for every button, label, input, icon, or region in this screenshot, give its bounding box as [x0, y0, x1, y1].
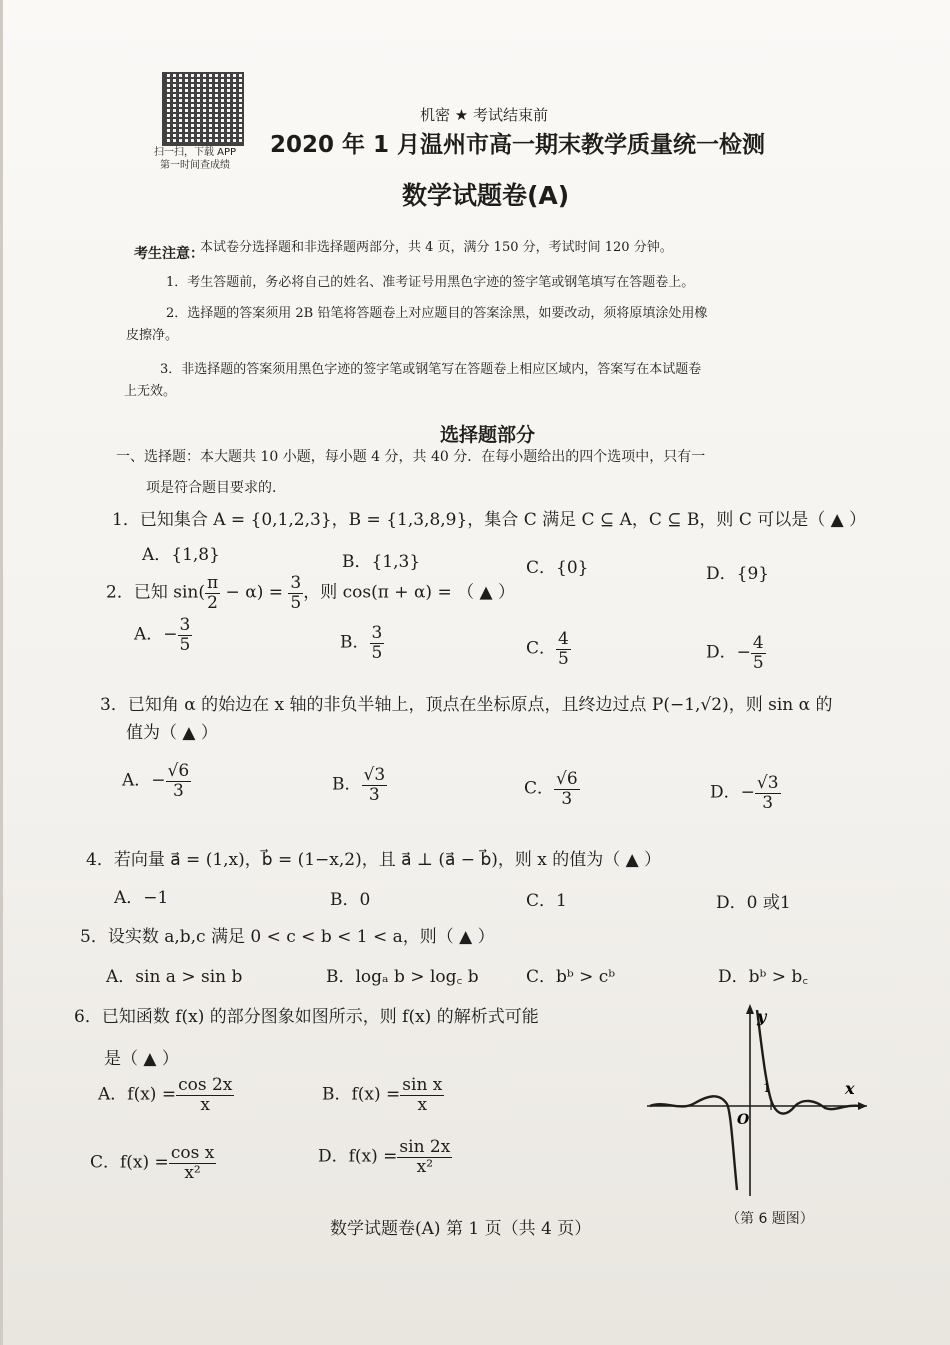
question-3-option-c — [524, 770, 580, 808]
frac-num: 3 — [371, 623, 383, 643]
opt-frac — [178, 616, 193, 654]
q2-frac-3-5 — [288, 574, 303, 612]
opt-frac — [755, 774, 781, 812]
question-2-option-c — [526, 630, 571, 668]
y-axis-label: y — [757, 1007, 767, 1026]
frac-num: sin x — [402, 1075, 443, 1095]
question-3-option-b — [332, 766, 387, 804]
curve-right-branch — [757, 1010, 860, 1114]
frac-den: 5 — [371, 642, 383, 663]
page-footer: 数学试题卷(A) 第 1 页（共 4 页） — [330, 1219, 592, 1239]
frac-num: 4 — [752, 633, 764, 653]
confidential-label: 机密 ★ 考试结束前 — [420, 106, 548, 124]
question-6-stem-cont: 是（ ▲ ） — [104, 1049, 179, 1069]
function-graph — [645, 1000, 870, 1200]
question-3-option-d — [710, 774, 781, 812]
question-6-stem: 6．已知函数 f(x) 的部分图象如图所示，则 f(x) 的解析式可能 — [74, 1007, 539, 1027]
frac-den: 5 — [179, 634, 191, 655]
y-axis-arrow-icon — [746, 1004, 754, 1014]
question-6-option-c — [90, 1144, 216, 1182]
opt-label: C． — [526, 638, 557, 659]
frac-den: x — [200, 1094, 211, 1115]
intro-text: 本试卷分选择题和非选择题两部分，共 4 页，满分 150 分，考试时间 120 分钟。 — [200, 240, 673, 255]
frac-num: √6 — [556, 769, 578, 789]
question-2-option-d — [706, 634, 766, 672]
question-2-stem — [106, 574, 515, 612]
opt-label: A．f(x) = — [98, 1084, 177, 1105]
opt-label: D．− — [706, 642, 751, 663]
x-axis-label: x — [845, 1079, 855, 1098]
opt-label: D．f(x) = — [318, 1146, 398, 1167]
q2-mid: − α) = — [220, 582, 289, 603]
opt-label: B． — [332, 774, 362, 795]
frac-num: √3 — [756, 773, 779, 793]
graph-caption: （第 6 题图） — [726, 1211, 814, 1227]
opt-frac — [400, 1076, 444, 1114]
opt-frac — [397, 1138, 452, 1176]
frac-den: x² — [416, 1156, 434, 1177]
notice-item-3: 3．非选择题的答案须用黑色字迹的签字笔或钢笔写在答题卷上相应区域内，答案写在本试题卷 — [160, 362, 702, 377]
notice-item-2: 2．选择题的答案须用 2B 铅笔将答题卷上对应题目的答案涂黑，如要改动，须将原填涂处用橡 — [166, 306, 708, 321]
frac-den: 3 — [561, 788, 573, 809]
question-5-option-d: D．bᵇ > b꜀ — [718, 967, 809, 987]
opt-label: C． — [524, 778, 555, 799]
section-title: 选择题部分 — [440, 424, 536, 446]
frac-den: 5 — [558, 648, 569, 669]
frac-den: 5 — [752, 652, 764, 673]
notice-item-3-cont: 上无效。 — [124, 384, 177, 399]
q2-frac-den: 2 — [207, 592, 218, 613]
opt-frac — [362, 766, 388, 804]
notice-heading: 考生注意： — [134, 246, 204, 262]
opt-label: D．− — [710, 782, 755, 803]
question-3-stem-cont: 值为（ ▲ ） — [126, 723, 218, 743]
question-5-option-b: B．logₐ b > log꜀ b — [326, 967, 479, 987]
q2-frac-den: 5 — [290, 592, 302, 613]
frac-num: √3 — [363, 765, 386, 785]
page-edge — [0, 0, 3, 1345]
question-2-option-b — [340, 624, 384, 662]
frac-num: √6 — [167, 761, 190, 781]
question-3-stem: 3．已知角 α 的始边在 x 轴的非负半轴上，顶点在坐标原点，且终边过点 P(−1,√2)，则 sin α 的 — [100, 695, 833, 715]
opt-frac — [556, 630, 571, 668]
question-1-option-a: A．{1,8} — [142, 545, 220, 565]
section-instructions-cont: 项是符合题目要求的． — [146, 480, 286, 496]
question-1-option-d: D．{9} — [706, 564, 770, 584]
frac-num: cos 2x — [178, 1075, 233, 1095]
tick-one-label: 1 — [763, 1081, 771, 1095]
exam-subtitle: 数学试题卷(A) — [402, 181, 570, 210]
qr-caption-line2: 第一时间查成绩 — [160, 160, 230, 171]
opt-label: B． — [340, 632, 370, 653]
question-5-stem: 5．设实数 a,b,c 满足 0 < c < b < 1 < a，则（ ▲ ） — [80, 927, 495, 947]
exam-title: 2020 年 1 月温州市高一期末教学质量统一检测 — [270, 132, 766, 158]
q2-frac-pi-2 — [205, 574, 220, 612]
question-4-option-a: A．−1 — [114, 888, 169, 908]
opt-label: B．f(x) = — [322, 1084, 401, 1105]
question-4-stem: 4．若向量 a⃗ = (1,x)，b⃗ = (1−x,2)，且 a⃗ ⊥ (a⃗ − b⃗)，则 x 的值为（ ▲ ） — [86, 850, 662, 870]
q2-frac-num: 3 — [290, 573, 302, 593]
question-1-stem: 1．已知集合 A = {0,1,2,3}，B = {1,3,8,9}，集合 C 满足 C ⊆ A，C ⊆ B，则 C 可以是（ ▲ ） — [112, 510, 867, 530]
qr-caption — [140, 146, 250, 172]
notice-item-2-cont: 皮擦净。 — [126, 328, 179, 343]
qr-caption-line1: 扫一扫，下载 APP — [153, 147, 237, 158]
curve-left-branch — [650, 1096, 737, 1190]
question-5-option-a: A．sin a > sin b — [106, 967, 243, 987]
question-1-option-b: B．{1,3} — [342, 552, 421, 572]
origin-label: O — [737, 1112, 750, 1128]
frac-num: 4 — [558, 629, 569, 649]
opt-frac — [370, 624, 385, 662]
q2-post: ，则 cos(π + α) = （ ▲ ） — [303, 582, 515, 603]
frac-den: 3 — [172, 780, 184, 801]
frac-num: cos x — [170, 1143, 215, 1163]
question-4-option-d: D．0 或1 — [716, 893, 791, 913]
opt-label: A．− — [134, 624, 178, 645]
frac-den: 3 — [368, 784, 380, 805]
question-6-option-b — [322, 1076, 444, 1114]
question-4-option-c: C．1 — [526, 891, 567, 911]
section-instructions: 一、选择题：本大题共 10 小题，每小题 4 分，共 40 分．在每小题给出的四个选项中，只有一 — [116, 449, 706, 465]
question-4-option-b: B．0 — [330, 890, 371, 910]
opt-label: A．− — [122, 770, 166, 791]
opt-frac — [169, 1144, 216, 1182]
frac-den: 3 — [762, 792, 774, 813]
frac-den: x² — [184, 1162, 201, 1183]
q2-pre: 2．已知 sin( — [106, 582, 205, 603]
q2-frac-num: π — [206, 573, 219, 593]
question-3-option-a — [122, 762, 191, 800]
opt-label: C．f(x) = — [90, 1152, 169, 1173]
question-1-option-c: C．{0} — [526, 558, 589, 578]
question-5-option-c: C．bᵇ > cᵇ — [526, 967, 616, 987]
opt-frac — [751, 634, 766, 672]
frac-den: x — [417, 1094, 428, 1115]
qr-code-icon — [162, 72, 244, 146]
frac-num: sin 2x — [399, 1137, 451, 1157]
opt-frac — [166, 762, 192, 800]
question-6-option-d — [318, 1138, 452, 1176]
frac-num: 3 — [179, 615, 191, 635]
opt-frac — [176, 1076, 234, 1114]
question-6-option-a — [98, 1076, 234, 1114]
notice-item-1: 1．考生答题前，务必将自己的姓名、准考证号用黑色字迹的签字笔或钢笔填写在答题卷上。 — [166, 275, 695, 290]
question-2-option-a — [134, 616, 192, 654]
opt-frac — [554, 770, 580, 808]
